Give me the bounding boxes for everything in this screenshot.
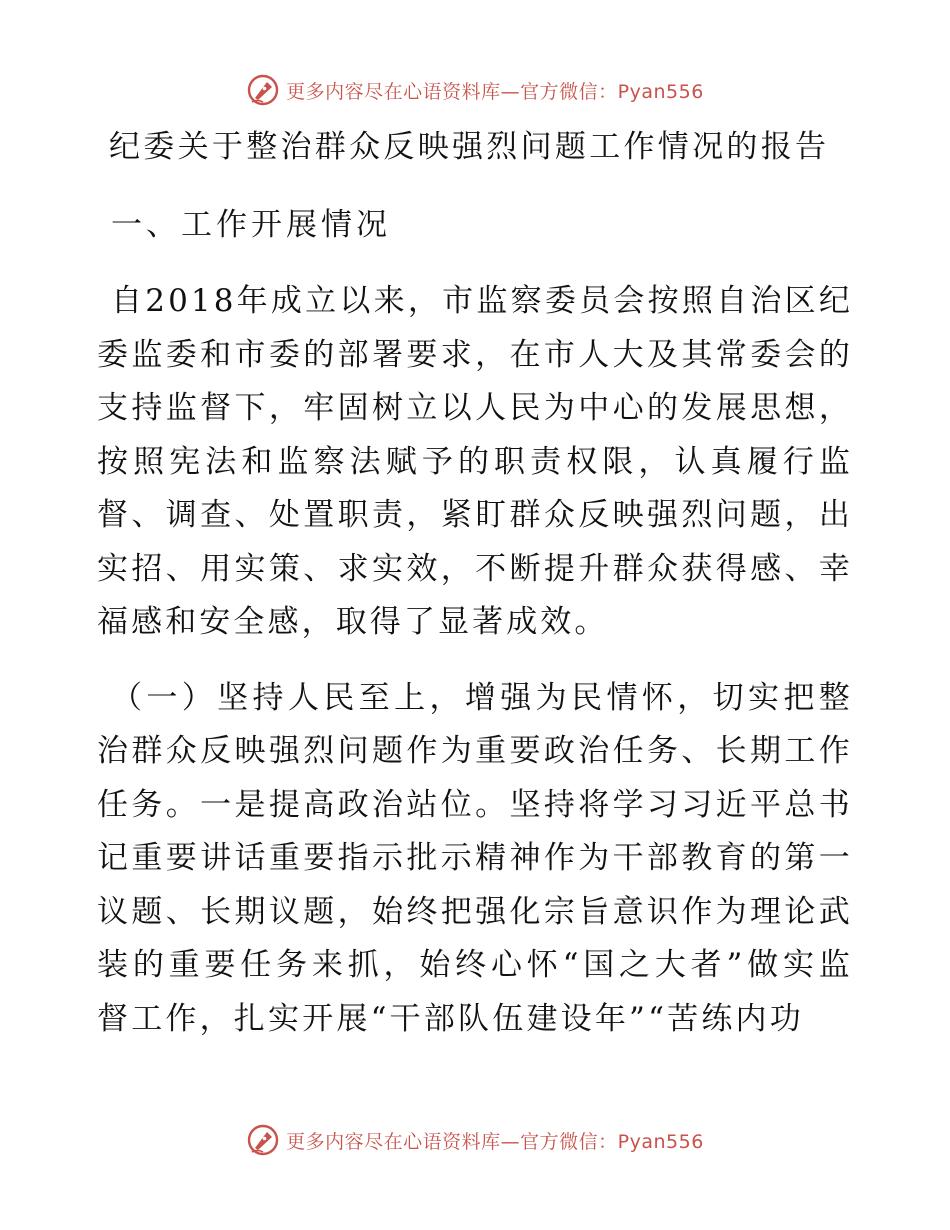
section-heading: 一、工作开展情况	[111, 207, 391, 243]
document-title: 纪委关于整治群众反映强烈问题工作情况的报告	[109, 129, 830, 165]
watermark-banner-top	[0, 72, 950, 108]
document-page	[97, 124, 853, 1046]
watermark-text: 更多内容尽在心语资料库—官方微信：Pyan556	[286, 80, 704, 103]
pen-nib-logo-icon	[246, 1123, 280, 1157]
paragraph: （一）坚持人民至上，增强为民情怀，切实把整治群众反映强烈问题作为重要政治任务、长期工作任务。一是提高政治站位。坚持将学习习近平总书记重要讲话重要指示批示精神作为干部教育的第一议题、长期议题，始终把强化宗旨意识作为理论武装的重要任务来抓，始终心怀“国之大者”做实监督工作，扎实开展“干部队伍建设年”“苦练内功	[97, 679, 853, 1037]
watermark-text: 更多内容尽在心语资料库—官方微信：Pyan556	[286, 1130, 704, 1153]
paragraph: 自2018年成立以来，市监察委员会按照自治区纪委监委和市委的部署要求，在市人大及其常委会的支持监督下，牢固树立以人民为中心的发展思想，按照宪法和监察法赋予的职责权限，认真履行监督、调查、处置职责，紧盯群众反映强烈问题，出实招、用实策、求实效，不断提升群众获得感、幸福感和安全感，取得了显著成效。	[97, 283, 853, 640]
watermark-banner-bottom	[0, 1122, 950, 1158]
pen-nib-logo-icon	[246, 73, 280, 107]
